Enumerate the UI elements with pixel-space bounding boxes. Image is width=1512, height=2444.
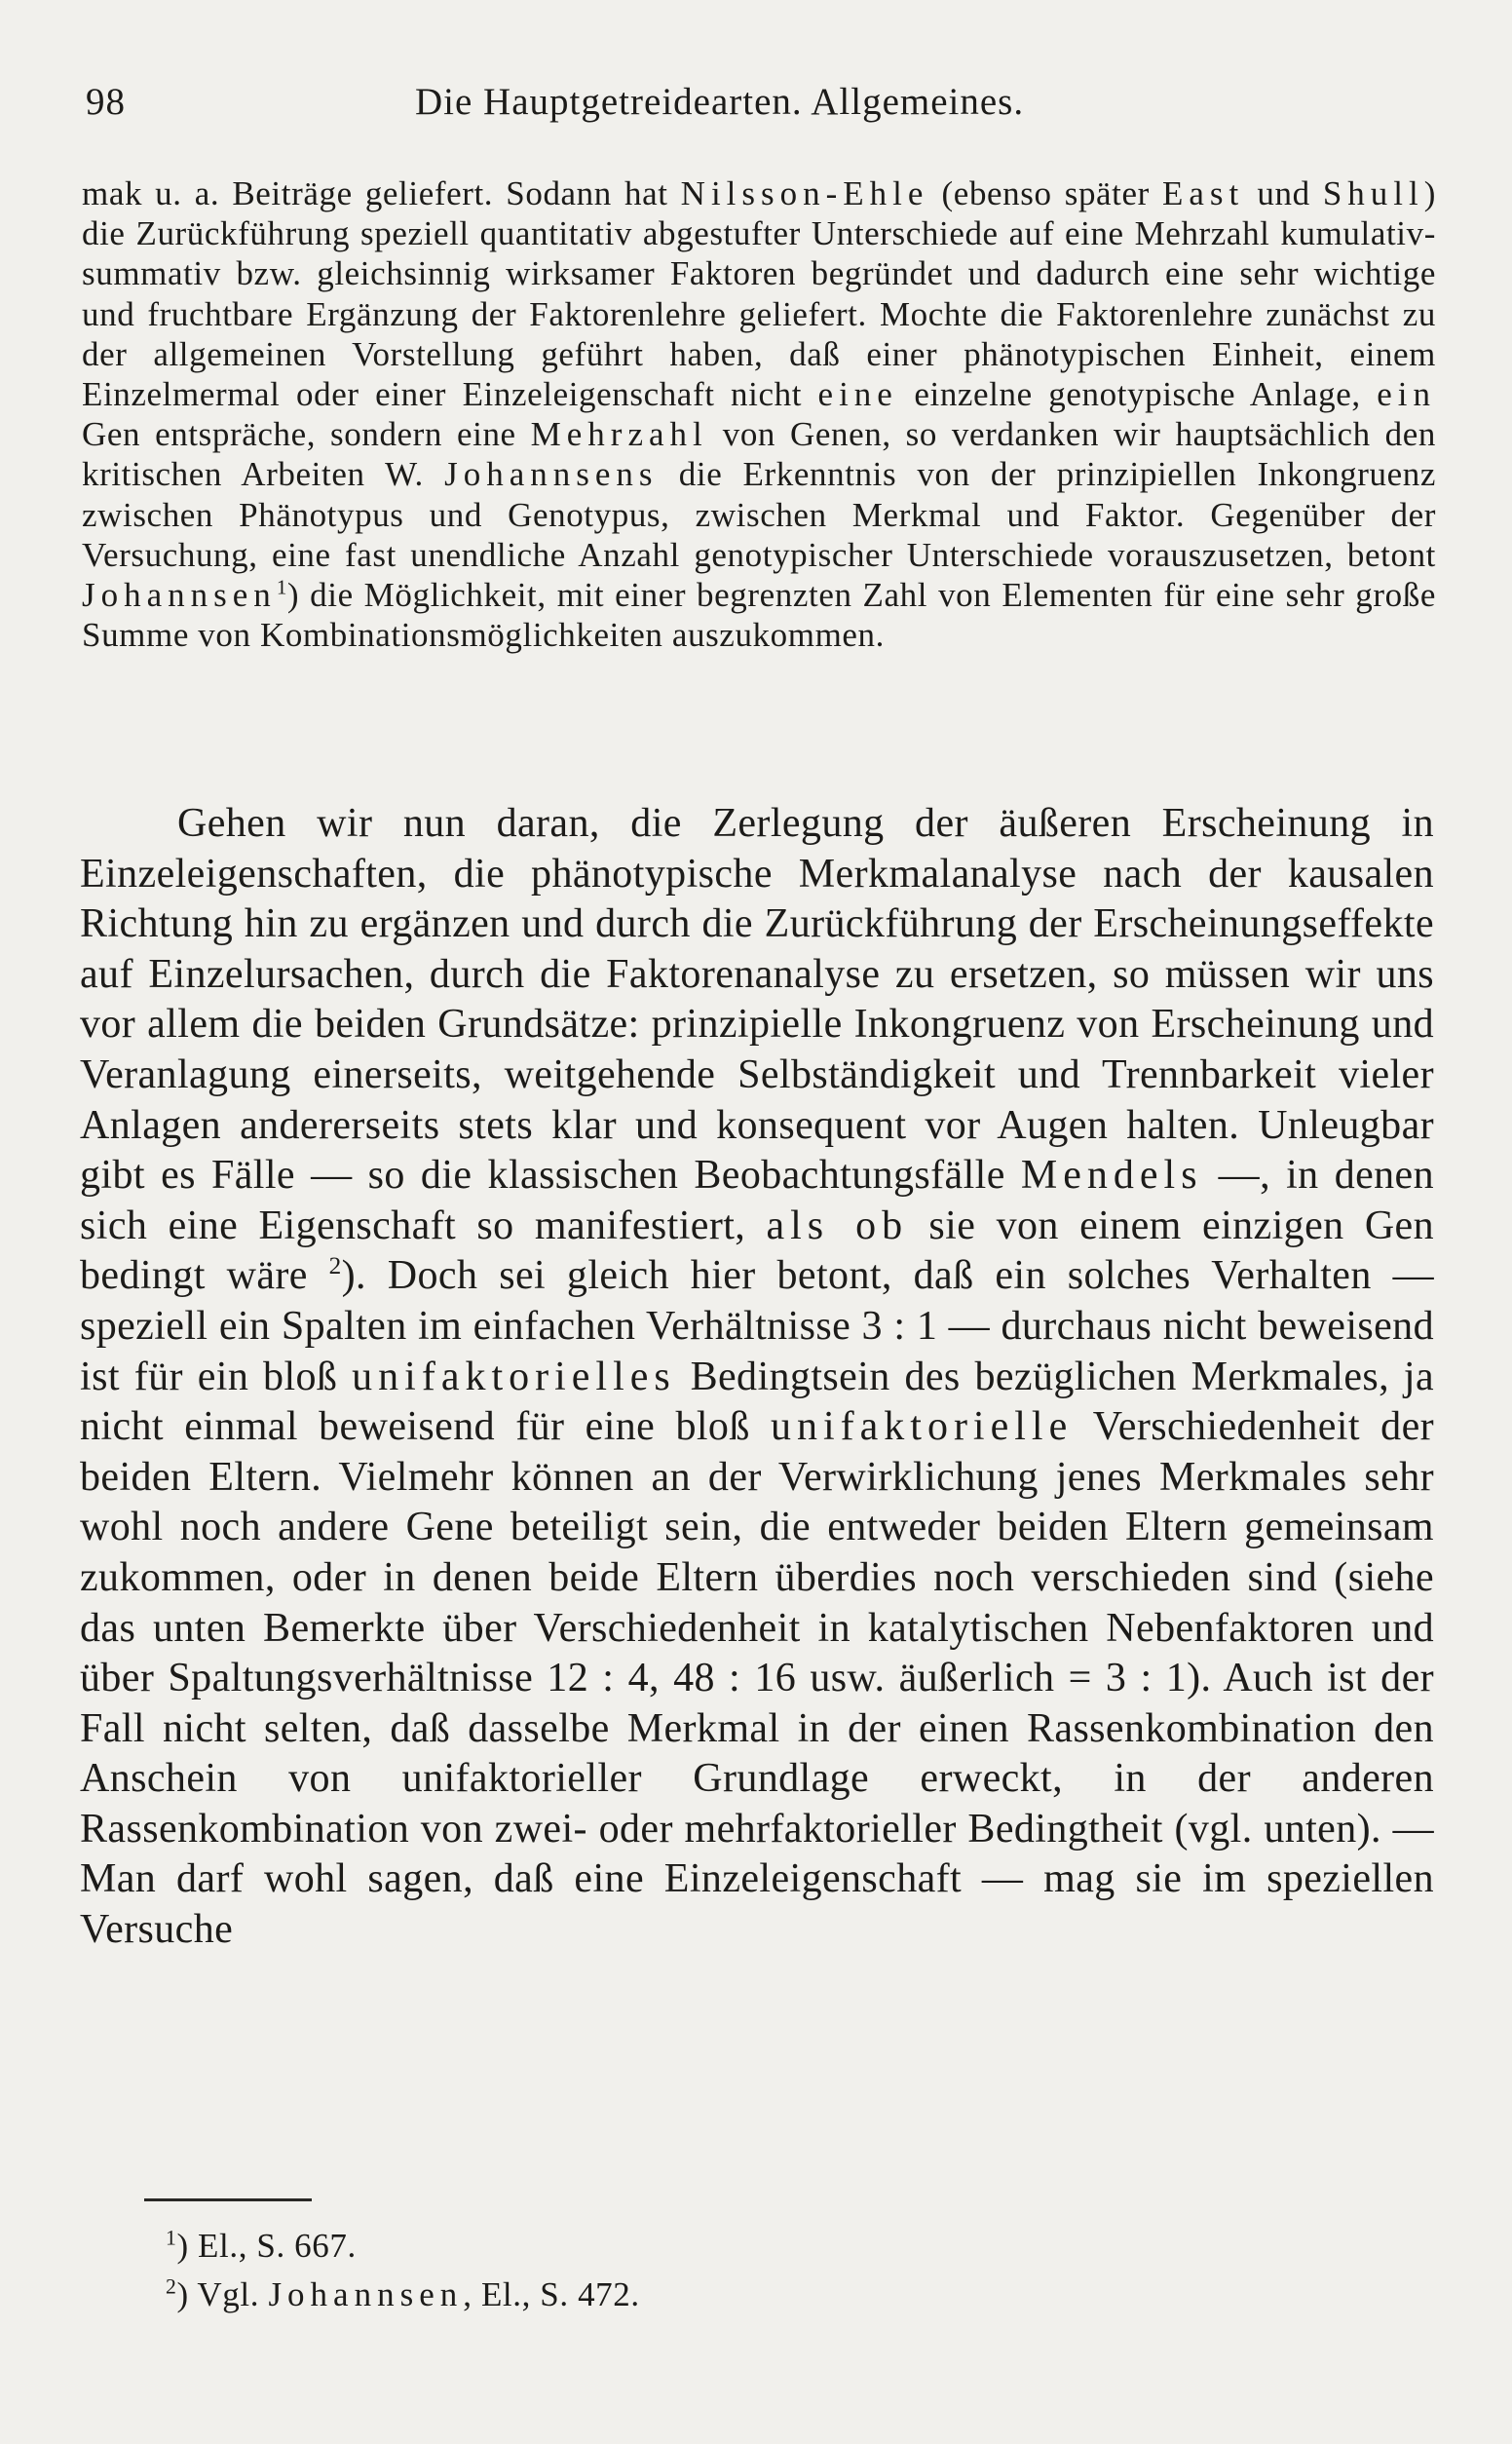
- author-name: Nilsson-Ehle: [680, 174, 929, 212]
- author-name: Mendels: [1020, 1153, 1203, 1199]
- main-paragraph: [80, 799, 1434, 1956]
- footnote-2: $^2$) Vgl. Johannsen, El., S. 472.: [166, 2274, 640, 2313]
- footnotes: [166, 2222, 640, 2319]
- footnote-1: $^1$) El., S. 667.: [166, 2226, 357, 2265]
- author-name: Johannsens: [444, 455, 659, 494]
- footnote-mark: 2: [166, 2274, 177, 2299]
- emphasized-word: ein: [1377, 375, 1437, 414]
- footnote-mark: 1: [166, 2226, 177, 2250]
- main-text: Gehen wir nun daran, die Zerlegung der äußeren Erscheinung in Einzeleigenschaften, die phänotypische Merkmalanalyse nach der kausalen Richtung hin zu ergänzen und durch die Zurückführung der Erscheinungseffekte auf Einzelursachen, durch die Faktorenanalyse zu ersetzen, so müssen wir uns vor allem die beiden Grundsätze: prinzipielle Inkongruenz von Erscheinung und Veranlagung einerseits, weitgehende Selbständigkeit und Trennbarkeit vieler Anlagen andererseits stets klar und konsequent vor Augen halten. Unleugbar gibt es Fälle — so die klassischen Beobachtungsfälle Mendels —, in denen sich eine Eigenschaft so manifestiert, als ob sie von einem einzigen Gen bedingt wäre $^2$). Doch sei gleich hier betont, daß ein solches Verhalten — speziell ein Spalten im einfachen Verhältnisse 3 : 1 — durchaus nicht beweisend ist für ein bloß unifaktorielles Bedingtsein des bezüglichen Merkmales, ja nicht einmal beweisend für eine bloß unifaktorielle Verschiedenheit der beiden Eltern. Vielmehr können an der Verwirklichung jenes Merkmales sehr wohl noch andere Gene beteiligt sein, die entweder beiden Eltern gemeinsam zukommen, oder in denen beide Eltern überdies noch verschieden sind (siehe das unten Bemerkte über Verschiedenheit in katalytischen Nebenfaktoren und über Spaltungsverhältnisse 12 : 4, 48 : 16 usw. äußerlich = 3 : 1). Auch ist der Fall nicht selten, daß dasselbe Merkmal in der einen Rassenkombination den Anschein von unifaktorieller Grundlage erweckt, in der anderen Rassenkombination von zwei- oder mehrfaktorieller Bedingtheit (vgl. unten). — Man darf wohl sagen, daß eine Einzeleigenschaft — mag sie im speziellen Versuche: [80, 801, 1435, 1953]
- small-print-paragraph: [82, 173, 1436, 655]
- author-name: Johannsen: [82, 576, 277, 615]
- emphasized-word: Mehrzahl: [530, 415, 708, 454]
- footnote-ref: 2: [328, 1253, 342, 1280]
- footnote-ref: 1: [276, 575, 287, 599]
- running-head: Die Hauptgetreidearten. Allgemeines.: [415, 81, 1025, 123]
- page-number: 98: [86, 81, 126, 123]
- page-header: [86, 80, 1430, 138]
- author-name: East: [1162, 174, 1245, 212]
- author-name: Shull: [1322, 174, 1424, 212]
- footnote-divider: [144, 2198, 312, 2201]
- emphasized-word: als ob: [766, 1203, 909, 1248]
- emphasized-word: eine: [817, 375, 898, 414]
- author-name: Johannsen: [268, 2275, 464, 2313]
- emphasized-word: unifaktorielle: [770, 1404, 1074, 1450]
- small-print-text: mak u. a. Beiträge geliefert. Sodann hat Nilsson-Ehle (ebenso später East und Shull) die Zurückführung speziell quantitativ abgestufter Unterschiede auf eine Mehrzahl kumulativ-summativ bzw. gleichsinnig wirksamer Faktoren begründet und dadurch eine sehr wichtige und fruchtbare Ergänzung der Faktorenlehre geliefert. Mochte die Faktorenlehre zunächst zu der allgemeinen Vorstellung geführt haben, daß einer phänotypischen Einheit, einem Einzelmermal oder einer Einzeleigenschaft nicht eine einzelne genotypische Anlage, ein Gen entspräche, sondern eine Mehrzahl von Genen, so verdanken wir hauptsächlich den kritischen Arbeiten W. Johannsens die Erkenntnis von der prinzipiellen Inkongruenz zwischen Phänotypus und Genotypus, zwischen Merkmal und Faktor. Gegenüber der Versuchung, eine fast unendliche Anzahl genotypischer Unterschiede vorauszusetzen, betont Johannsen$^1$) die Möglichkeit, mit einer begrenzten Zahl von Elementen für eine sehr große Summe von Kombinationsmöglichkeiten auszukommen.: [82, 174, 1437, 655]
- emphasized-word: unifaktorielles: [352, 1354, 676, 1399]
